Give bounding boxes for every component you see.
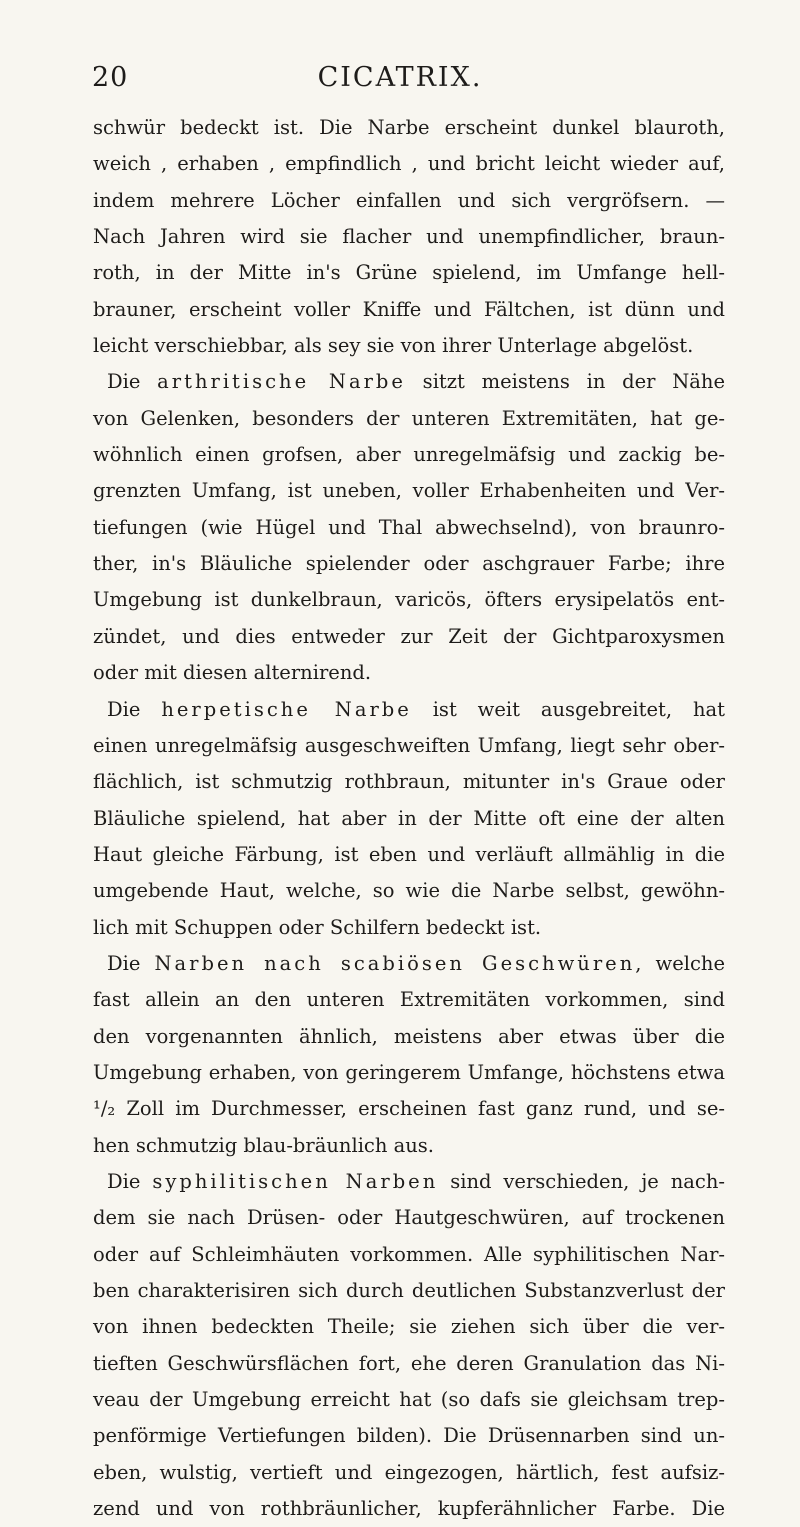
text-line — [93, 255, 725, 291]
text-run: Bläuliche spielend, hat aber in der Mitte oft eine der alten — [93, 806, 725, 830]
spaced-term: arthritische Narbe — [157, 370, 406, 394]
text-line — [93, 364, 725, 400]
text-run: sind verschieden, je nach- — [438, 1169, 725, 1193]
text-run: lich mit Schuppen oder Schilfern bedeckt ist. — [93, 915, 542, 939]
text-line — [93, 692, 725, 728]
text-line — [93, 728, 725, 764]
text-line — [93, 1091, 725, 1127]
body-text — [93, 110, 725, 1527]
text-run: leicht verschiebbar, als sey sie von ihrer Unterlage abgelöst. — [93, 334, 694, 358]
text-line — [93, 437, 725, 473]
text-run: Die — [107, 697, 162, 721]
text-line — [93, 328, 725, 364]
text-run: tieften Geschwürsflächen fort, ehe deren Granulation das Ni- — [93, 1351, 725, 1375]
text-run: flächlich, ist schmutzig rothbraun, mitunter in's Graue oder — [93, 770, 725, 794]
text-line — [93, 910, 725, 946]
text-run: umgebende Haut, welche, so wie die Narbe selbst, gewöhn- — [93, 879, 725, 903]
text-run: einen unregelmäfsig ausgeschweiften Umfang, liegt sehr ober- — [93, 733, 725, 757]
text-run: wöhnlich einen grofsen, aber unregelmäfsig und zackig be- — [93, 443, 725, 467]
text-run: von Gelenken, besonders der unteren Extremitäten, hat ge- — [93, 406, 725, 430]
text-run: oder mit diesen alternirend. — [93, 661, 372, 685]
text-line — [93, 655, 725, 691]
text-line — [93, 764, 725, 800]
text-run: veau der Umgebung erreicht hat (so dafs sie gleichsam trep- — [93, 1388, 725, 1412]
text-line — [93, 1273, 725, 1309]
text-run: ben charakterisiren sich durch deutlichen Substanzverlust der — [93, 1279, 725, 1302]
text-line — [93, 1491, 725, 1527]
spaced-term: herpetische Narbe — [161, 697, 412, 721]
text-line — [93, 183, 725, 219]
text-line — [93, 837, 725, 873]
text-run: Die — [107, 1169, 153, 1193]
text-run: , welche — [635, 951, 726, 975]
text-run: fast allein an den unteren Extremitäten vorkommen, sind — [93, 988, 725, 1012]
text-line — [93, 982, 725, 1018]
text-run: indem mehrere Löcher einfallen und sich vergröfsern. — — [93, 188, 725, 212]
text-line — [93, 1418, 725, 1454]
text-run: hen schmutzig blau-bräunlich aus. — [93, 1133, 435, 1157]
text-line — [93, 292, 725, 328]
text-line — [93, 401, 725, 437]
text-line — [93, 510, 725, 546]
text-line — [93, 1055, 725, 1091]
text-run: tiefungen (wie Hügel und Thal abwechselnd), von braunro- — [93, 515, 725, 539]
text-run: grenzten Umfang, ist uneben, voller Erhabenheiten und Ver- — [93, 479, 725, 503]
text-line — [93, 1164, 725, 1200]
text-run: ther, in's Bläuliche spielender oder aschgrauer Farbe; ihre — [93, 552, 725, 576]
text-run: schwür bedeckt ist. Die Narbe erscheint dunkel blauroth, — [93, 116, 725, 139]
spaced-term: syphilitischen Narben — [152, 1169, 439, 1193]
text-line — [93, 1128, 725, 1164]
text-run: brauner, erscheint voller Kniffe und Fältchen, ist dünn und — [93, 297, 725, 321]
text-line — [93, 110, 725, 146]
text-run: roth, in der Mitte in's Grüne spielend, im Umfange hell- — [93, 261, 725, 285]
text-run: zündet, und dies entweder zur Zeit der Gichtparoxysmen — [93, 624, 725, 648]
page-number: 20 — [92, 62, 129, 93]
text-line — [93, 582, 725, 618]
text-run: Nach Jahren wird sie flacher und unempfindlicher, braun- — [93, 225, 725, 249]
text-run: weich , erhaben , empfindlich , und bricht leicht wieder auf, — [93, 152, 725, 176]
text-line — [93, 1382, 725, 1418]
text-line — [93, 946, 725, 982]
text-run: Die — [107, 951, 155, 975]
text-line — [93, 801, 725, 837]
text-run: von ihnen bedeckten Theile; sie ziehen sich über die ver- — [93, 1315, 725, 1339]
text-line — [93, 219, 725, 255]
text-run: eben, wulstig, vertieft und eingezogen, härtlich, fest aufsiz- — [93, 1460, 725, 1484]
text-line — [93, 1309, 725, 1345]
text-run: ist weit ausgebreitet, hat — [411, 697, 726, 721]
text-run: Umgebung ist dunkelbraun, varicös, öfters erysipelatös ent- — [93, 588, 725, 612]
spaced-term: Narben nach scabiösen Geschwüren — [154, 951, 636, 975]
text-run: oder auf Schleimhäuten vorkommen. Alle syphilitischen Nar- — [93, 1242, 725, 1266]
text-line — [93, 873, 725, 909]
text-line — [93, 546, 725, 582]
text-line — [93, 473, 725, 509]
running-head: CICATRIX. — [317, 62, 483, 93]
text-run: ¹/₂ Zoll im Durchmesser, erscheinen fast ganz rund, und se- — [93, 1097, 725, 1121]
text-run: penförmige Vertiefungen bilden). Die Drüsennarben sind un- — [93, 1424, 725, 1448]
text-run: dem sie nach Drüsen- oder Hautgeschwüren, auf trockenen — [93, 1206, 725, 1230]
text-run: zend und von rothbräunlicher, kupferähnlicher Farbe. Die — [93, 1497, 725, 1521]
text-run: Die — [107, 370, 158, 394]
text-line — [93, 1200, 725, 1236]
text-run: den vorgenannten ähnlich, meistens aber etwas über die — [93, 1024, 725, 1048]
text-run: sitzt meistens in der Nähe — [405, 370, 725, 394]
text-line — [93, 1237, 725, 1273]
text-line — [93, 1346, 725, 1382]
text-run: Umgebung erhaben, von geringerem Umfange, höchstens etwa — [93, 1060, 725, 1084]
text-line — [93, 1019, 725, 1055]
text-line — [93, 146, 725, 182]
text-run: Haut gleiche Färbung, ist eben und verläuft allmählig in die — [93, 842, 725, 866]
text-line — [93, 1455, 725, 1491]
text-line — [93, 619, 725, 655]
